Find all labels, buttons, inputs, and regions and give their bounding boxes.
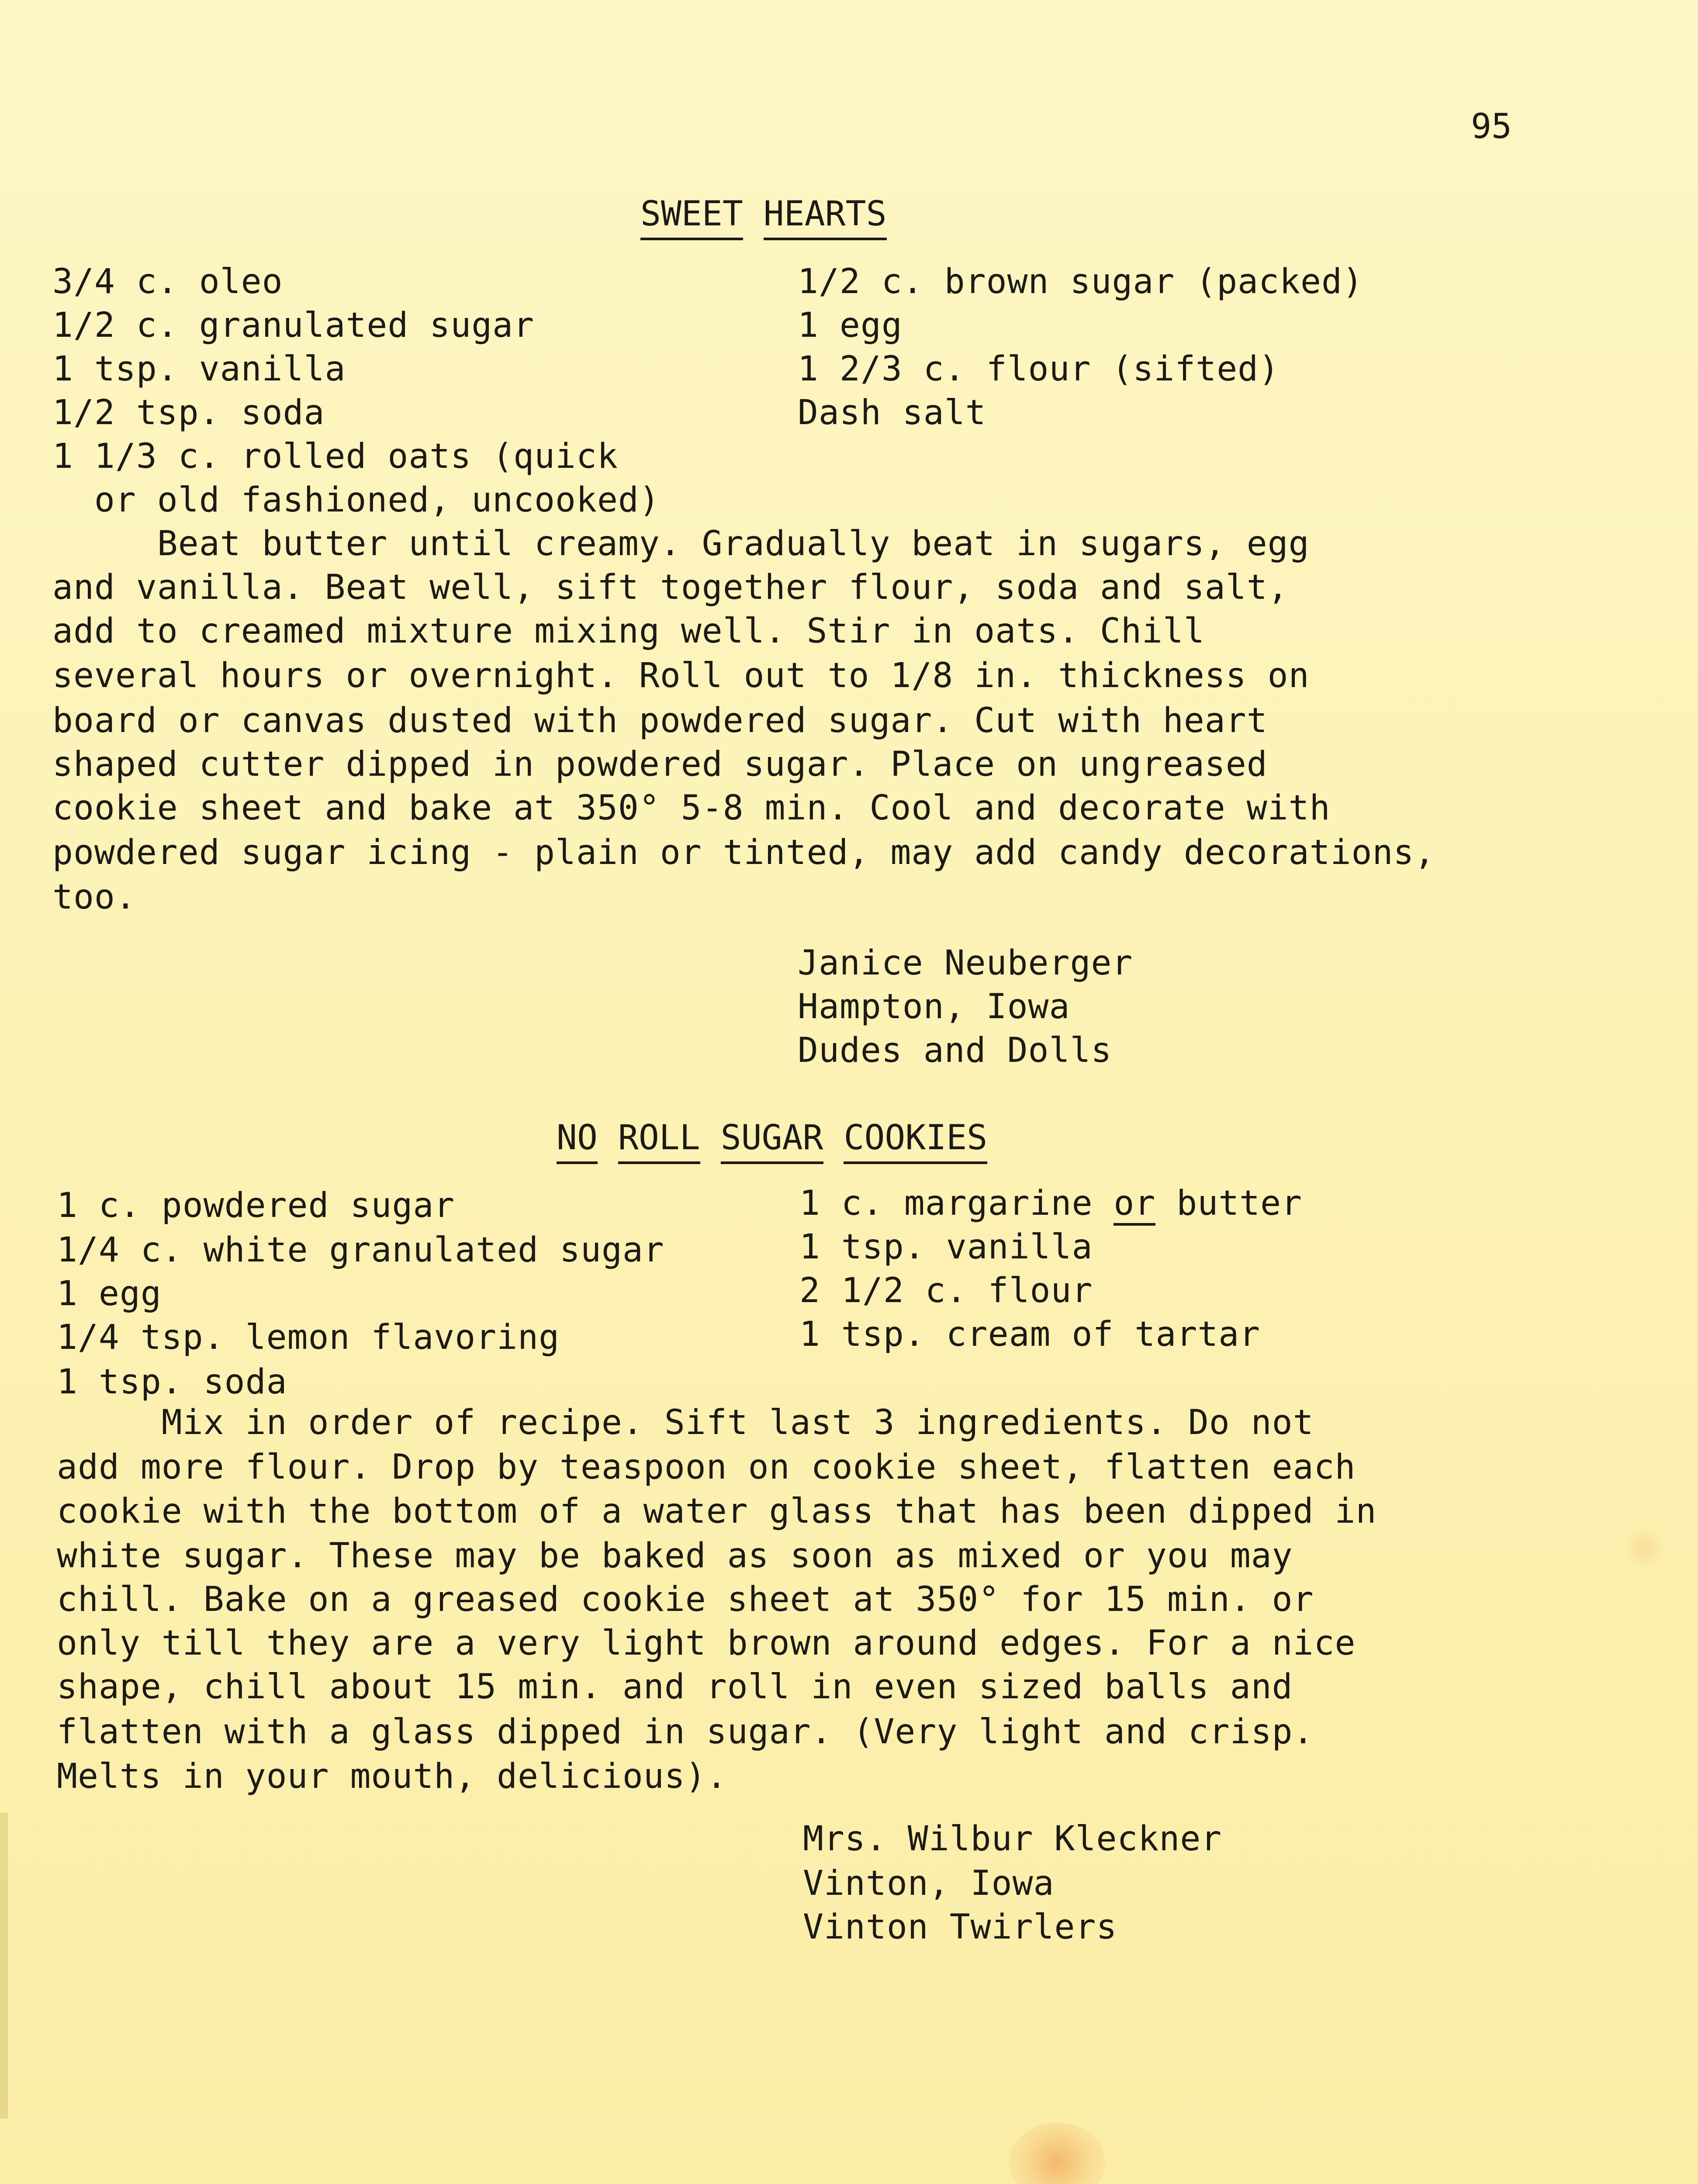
direction-line: add more flour. Drop by teaspoon on cookie sheet, flatten each (57, 1448, 1356, 1487)
direction-line: chill. Bake on a greased cookie sheet at 350° for 15 min. or (57, 1580, 1314, 1619)
author-club: Vinton Twirlers (803, 1908, 1117, 1947)
direction-line: shaped cutter dipped in powdered sugar. Place on ungreased (52, 745, 1268, 784)
ingredient: 1 1/3 c. rolled oats (quick (52, 437, 618, 476)
title-word: ROLL (618, 1116, 700, 1164)
page-number: 95 (1471, 107, 1512, 146)
direction-line: powdered sugar icing - plain or tinted, may add candy decorations, (52, 833, 1435, 872)
ingredient: 1 egg (798, 306, 903, 345)
direction-line: shape, chill about 15 min. and roll in even sized balls and (57, 1667, 1293, 1707)
ingredient: 1/2 c. brown sugar (packed) (798, 262, 1363, 301)
direction-line: white sugar. These may be baked as soon as mixed or you may (57, 1536, 1293, 1576)
ingredient (799, 1182, 1302, 1225)
ingredient: 1 tsp. vanilla (799, 1227, 1093, 1267)
underlined-or: or (1114, 1184, 1155, 1226)
ingredient-text: 1 c. margarine (799, 1184, 1114, 1223)
stain (1625, 1529, 1664, 1568)
page-edge (0, 1813, 8, 2118)
direction-line: Mix in order of recipe. Sift last 3 ingredients. Do not (57, 1403, 1314, 1442)
direction-line: Beat butter until creamy. Gradually beat in sugars, egg (52, 524, 1310, 563)
author-name: Mrs. Wilbur Kleckner (803, 1819, 1222, 1859)
ingredient: 1 egg (57, 1274, 162, 1313)
title-word: SWEET (640, 192, 743, 240)
ingredient: 3/4 c. oleo (52, 262, 283, 301)
title-word: NO (557, 1116, 598, 1164)
ingredient: 1 tsp. soda (57, 1362, 287, 1402)
author-club: Dudes and Dolls (798, 1031, 1112, 1070)
ingredient: 1/4 tsp. lemon flavoring (57, 1318, 560, 1357)
ingredient: 1 c. powdered sugar (57, 1186, 455, 1225)
recipe-title-no-roll-sugar-cookies (557, 1116, 987, 1164)
title-word: HEARTS (764, 192, 887, 240)
direction-line: board or canvas dusted with powdered sugar. Cut with heart (52, 701, 1268, 740)
ingredient: 1/2 c. granulated sugar (52, 306, 535, 345)
stain (1009, 2123, 1105, 2184)
title-word: COOKIES (844, 1116, 987, 1164)
ingredient: 1/4 c. white granulated sugar (57, 1230, 664, 1270)
direction-line: several hours or overnight. Roll out to 1/8 in. thickness on (52, 656, 1310, 695)
recipe-title-sweet-hearts (640, 192, 887, 240)
ingredient: 1 tsp. cream of tartar (799, 1315, 1261, 1354)
direction-line: add to creamed mixture mixing well. Stir in oats. Chill (52, 612, 1205, 651)
author-name: Janice Neuberger (798, 943, 1133, 983)
direction-line: only till they are a very light brown around edges. For a nice (57, 1624, 1356, 1663)
ingredient: 2 1/2 c. flour (799, 1271, 1093, 1310)
author-town: Hampton, Iowa (798, 987, 1070, 1026)
title-word: SUGAR (721, 1116, 823, 1164)
ingredient-text: butter (1155, 1184, 1303, 1223)
direction-line: Melts in your mouth, delicious). (57, 1757, 727, 1796)
direction-line: flatten with a glass dipped in sugar. (Very light and crisp. (57, 1712, 1314, 1752)
ingredient: Dash salt (798, 393, 986, 432)
ingredient: or old fashioned, uncooked) (52, 480, 660, 520)
direction-line: and vanilla. Beat well, sift together flour, soda and salt, (52, 568, 1289, 607)
direction-line: cookie sheet and bake at 350° 5-8 min. Cool and decorate with (52, 788, 1331, 828)
author-town: Vinton, Iowa (803, 1864, 1055, 1903)
ingredient: 1/2 tsp. soda (52, 393, 325, 432)
direction-line: too. (52, 878, 136, 917)
direction-line: cookie with the bottom of a water glass that has been dipped in (57, 1492, 1377, 1531)
ingredient: 1 tsp. vanilla (52, 349, 346, 389)
ingredient: 1 2/3 c. flour (sifted) (798, 349, 1280, 389)
